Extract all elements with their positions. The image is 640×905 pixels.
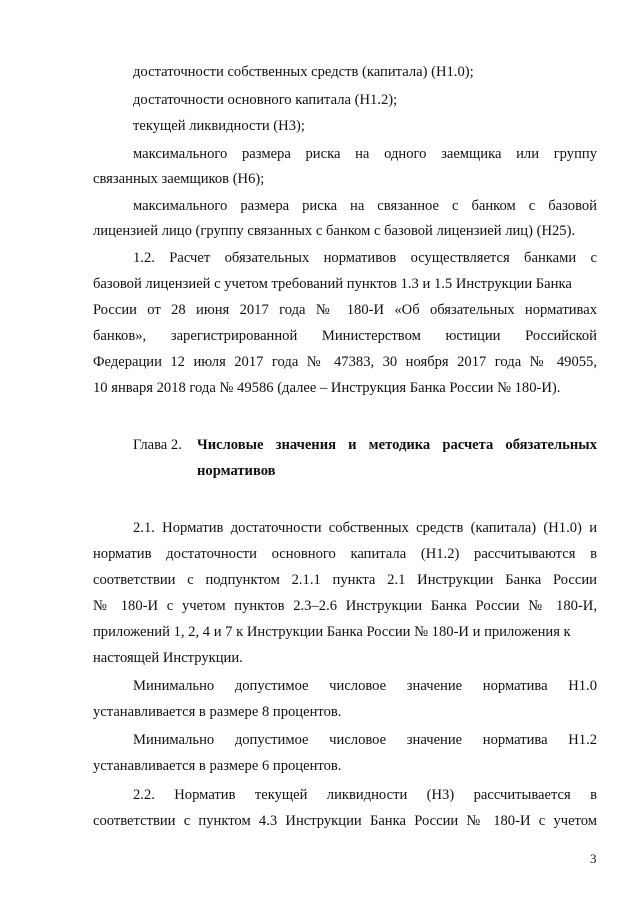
list-item-h25-line1: максимального размера риска на связанное с банком с базовой — [133, 198, 597, 214]
para-1-2-line3: России от 28 июня 2017 года № 180-И «Об обязательных нормативах — [93, 302, 597, 318]
chapter-title-line2: нормативов — [197, 463, 276, 479]
para-1-2-line5: Федерации 12 июля 2017 года № 47383, 30 ноября 2017 года № 49055, — [93, 354, 597, 370]
para-2-1-line4: № 180-И с учетом пунктов 2.3–2.6 Инструкции Банка России № 180-И, — [93, 598, 597, 614]
para-2-1-line2: норматив достаточности основного капитала (Н1.2) рассчитываются в — [93, 546, 597, 562]
para-min-h10-line2: устанавливается в размере 8 процентов. — [93, 704, 342, 720]
para-1-2-line4: банков», зарегистрированной Министерством юстиции Российской — [93, 328, 597, 344]
list-item-h3: текущей ликвидности (Н3); — [133, 118, 305, 134]
chapter-title-line1: Числовые значения и методика расчета обязательных — [197, 437, 597, 453]
para-min-h12-line2: устанавливается в размере 6 процентов. — [93, 758, 342, 774]
para-1-2-line6: 10 января 2018 года № 49586 (далее – Инструкция Банка России № 180-И). — [93, 380, 561, 396]
para-min-h12-line1: Минимально допустимое числовое значение норматива Н1.2 — [133, 732, 597, 748]
list-item-h25-line2: лицензией лицо (группу связанных с банком с базовой лицензией лиц) (Н25). — [93, 223, 576, 239]
para-min-h10-line1: Минимально допустимое числовое значение норматива Н1.0 — [133, 678, 597, 694]
para-2-1-line1: 2.1. Норматив достаточности собственных средств (капитала) (Н1.0) и — [133, 520, 597, 536]
para-1-2-line2: базовой лицензией с учетом требований пунктов 1.3 и 1.5 Инструкции Банка — [93, 276, 572, 292]
para-2-2-line1: 2.2. Норматив текущей ликвидности (Н3) рассчитывается в — [133, 787, 597, 803]
para-2-1-line5: приложений 1, 2, 4 и 7 к Инструкции Банка России № 180-И и приложения к — [93, 624, 571, 640]
para-2-2-line2: соответствии с пунктом 4.3 Инструкции Банка России № 180-И с учетом — [93, 813, 597, 829]
list-item-h10: достаточности собственных средств (капитала) (Н1.0); — [133, 64, 474, 80]
para-2-1-line3: соответствии с подпунктом 2.1.1 пункта 2.1 Инструкции Банка России — [93, 572, 597, 588]
list-item-h6-line1: максимального размера риска на одного заемщика или группу — [133, 146, 597, 162]
para-1-2-line1: 1.2. Расчет обязательных нормативов осуществляется банками с — [133, 250, 597, 266]
para-2-1-line6: настоящей Инструкции. — [93, 650, 243, 666]
list-item-h12: достаточности основного капитала (Н1.2); — [133, 92, 398, 108]
list-item-h6-line2: связанных заемщиков (Н6); — [93, 171, 265, 187]
chapter-label: Глава 2. — [133, 437, 182, 453]
page-number: 3 — [590, 851, 597, 866]
